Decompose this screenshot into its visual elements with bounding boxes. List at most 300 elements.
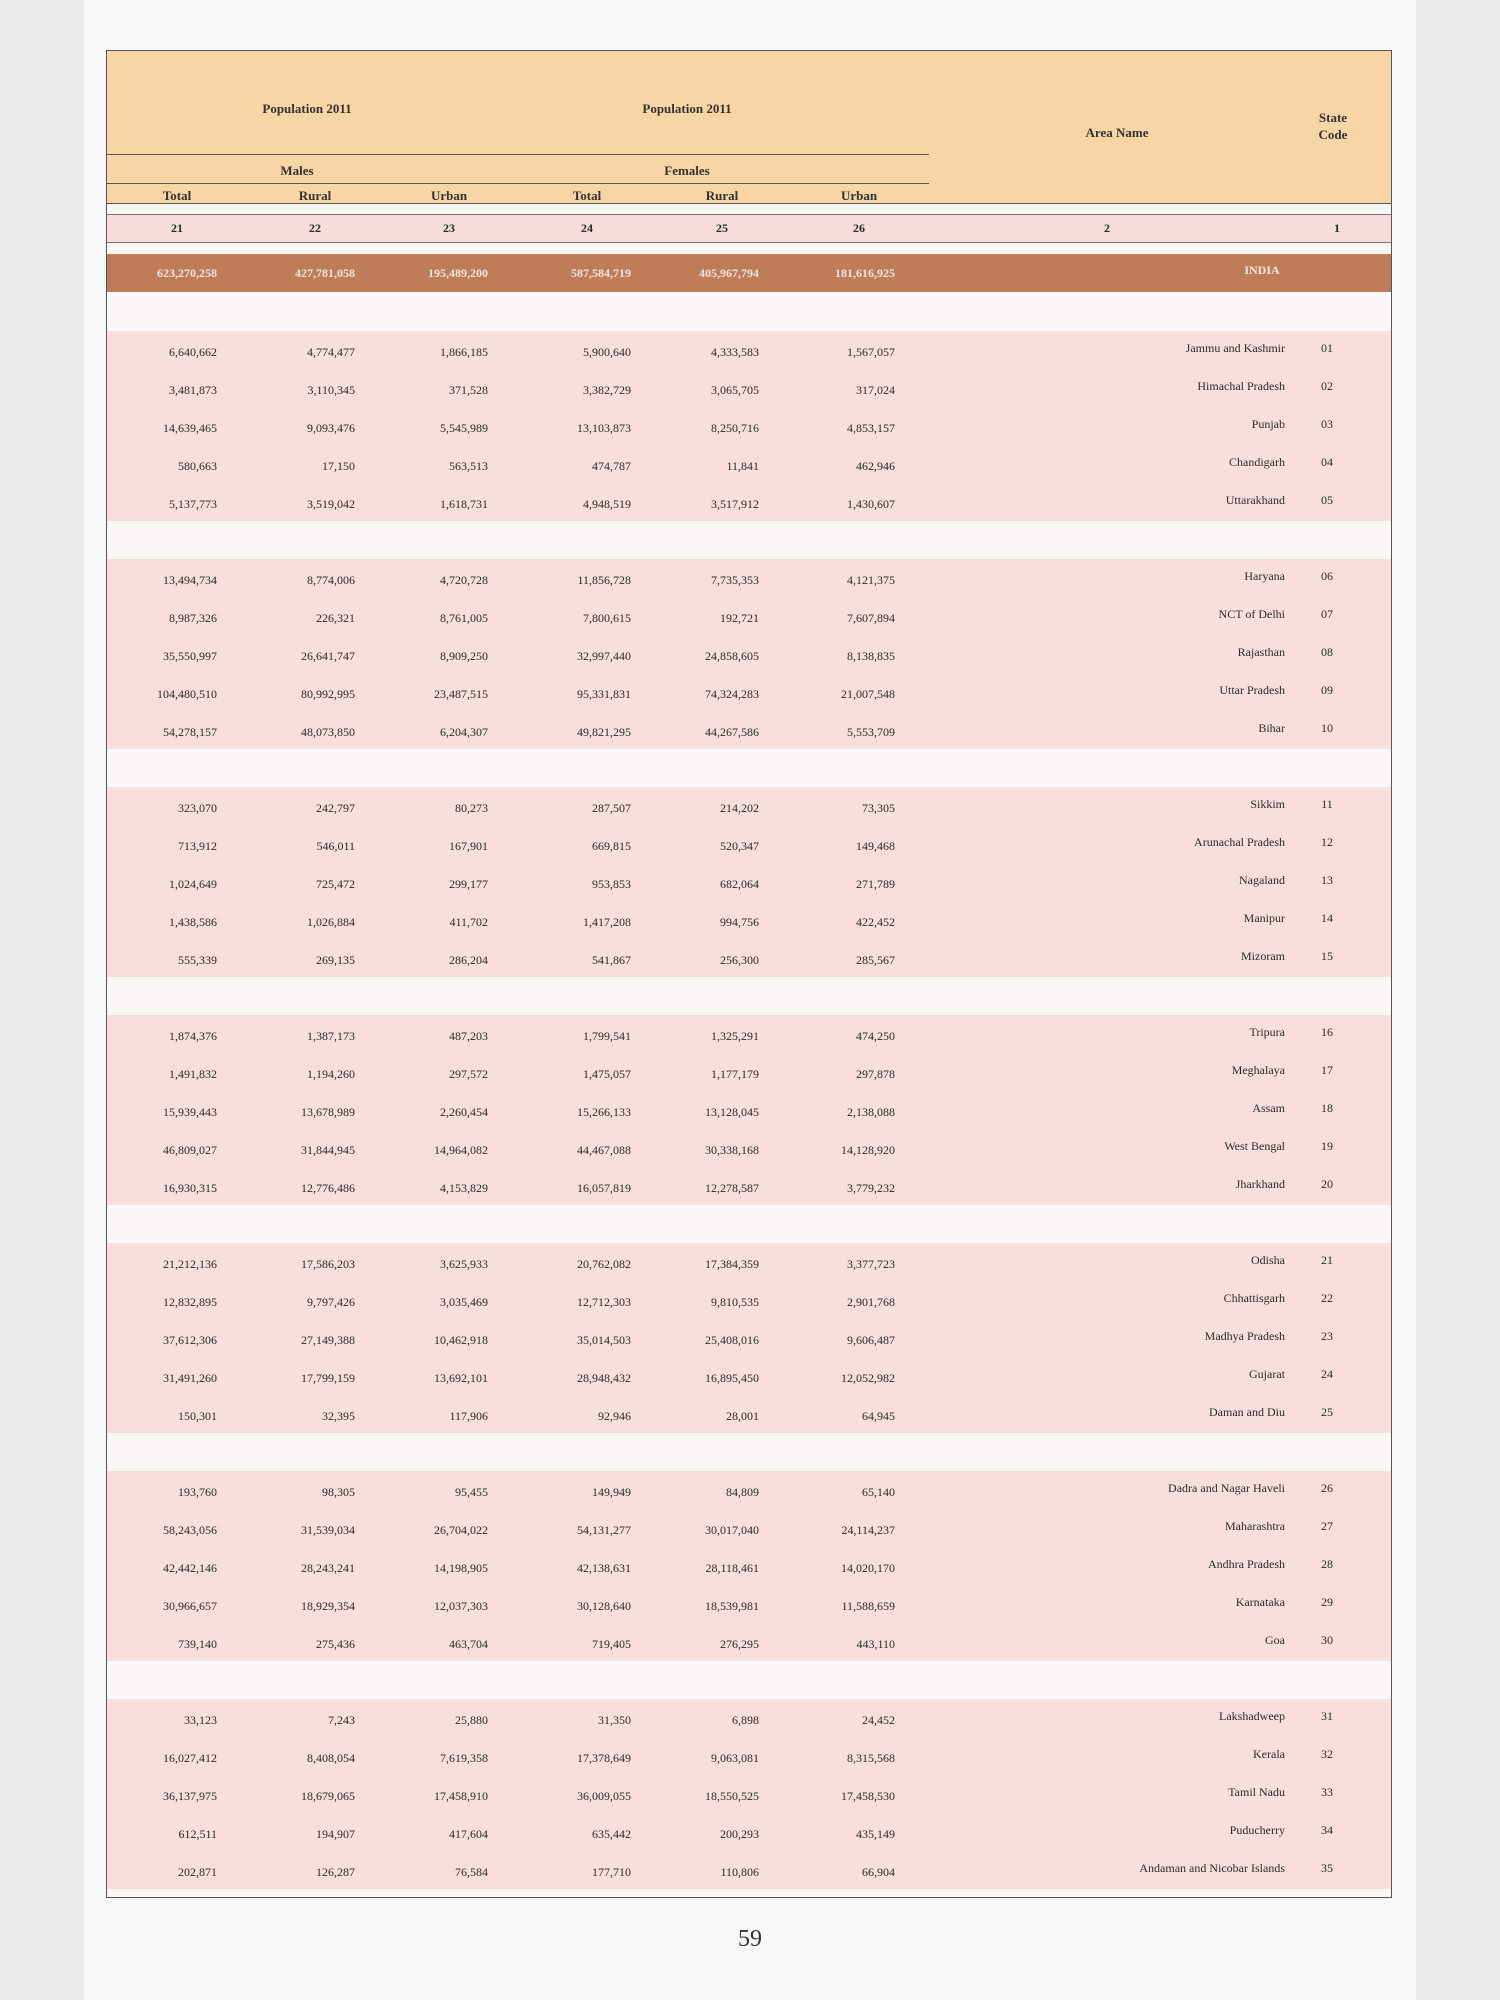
cell-state-code: 15 [1321,949,1333,963]
cell-rural-females: 30,338,168 [705,1143,759,1157]
cell-area-name: Daman and Diu [1209,1405,1285,1419]
cell-urban-females: 297,878 [856,1067,895,1081]
cell-total-females: 20,762,082 [577,1257,631,1271]
cell-rural-females: 30,017,040 [705,1523,759,1537]
cell-state-code: 06 [1321,569,1333,583]
table-row [107,603,1391,633]
cell-rural-females: 520,347 [720,839,759,853]
cell-urban-males: 76,584 [455,1865,488,1879]
cell-urban-males: 25,880 [455,1713,488,1727]
cell-total-males: 21,212,136 [163,1257,217,1271]
table-row [107,831,1391,861]
cell-state-code: 17 [1321,1063,1333,1077]
cell-state-code: 33 [1321,1785,1333,1799]
cell-urban-females: 2,138,088 [847,1105,895,1119]
cell-state-code: 30 [1321,1633,1333,1647]
cell-area-name: Andhra Pradesh [1208,1557,1285,1571]
cell-total-males: 3,481,873 [169,383,217,397]
cell-state-code: 28 [1321,1557,1333,1571]
cell-urban-males: 1,618,731 [440,497,488,511]
cell-rural-females: 9,810,535 [711,1295,759,1309]
india-total-row [107,254,1391,292]
page-number: 59 [738,1926,762,1952]
table-row [107,1553,1391,1583]
cell-area-name: Gujarat [1249,1367,1285,1381]
india-label: INDIA [1244,263,1280,277]
column-number: 22 [309,221,321,235]
column-number: 23 [443,221,455,235]
cell-rural-females: 8,250,716 [711,421,759,435]
table-row [107,679,1391,709]
cell-total-females: 177,710 [592,1865,631,1879]
cell-rural-males: 126,287 [316,1865,355,1879]
table-row [107,1173,1391,1203]
table-header [107,51,1391,204]
cell-state-code: 07 [1321,607,1333,621]
india-urban-males: 195,489,200 [428,266,488,280]
cell-total-males: 104,480,510 [157,687,217,701]
cell-urban-females: 17,458,530 [841,1789,895,1803]
cell-total-males: 1,438,586 [169,915,217,929]
cell-total-males: 1,874,376 [169,1029,217,1043]
cell-total-females: 149,949 [592,1485,631,1499]
cell-rural-males: 8,408,054 [307,1751,355,1765]
cell-rural-females: 214,202 [720,801,759,815]
cell-rural-males: 18,929,354 [301,1599,355,1613]
cell-total-females: 1,475,057 [583,1067,631,1081]
cell-rural-females: 3,517,912 [711,497,759,511]
table-row [107,1819,1391,1849]
cell-rural-females: 682,064 [720,877,759,891]
cell-urban-females: 4,853,157 [847,421,895,435]
cell-total-males: 36,137,975 [163,1789,217,1803]
header-population-females: Population 2011 [642,101,732,116]
cell-urban-females: 2,901,768 [847,1295,895,1309]
cell-total-males: 202,871 [178,1865,217,1879]
cell-rural-females: 11,841 [726,459,759,473]
cell-rural-females: 276,295 [720,1637,759,1651]
cell-total-males: 739,140 [178,1637,217,1651]
cell-rural-males: 80,992,995 [301,687,355,701]
cell-total-females: 49,821,295 [577,725,631,739]
column-number: 26 [853,221,865,235]
cell-rural-males: 7,243 [328,1713,355,1727]
cell-area-name: Manipur [1243,911,1285,925]
cell-area-name: Goa [1265,1633,1285,1647]
cell-state-code: 26 [1321,1481,1333,1495]
cell-total-males: 14,639,465 [163,421,217,435]
table-row [107,793,1391,823]
cell-rural-males: 26,641,747 [301,649,355,663]
table-row [107,1515,1391,1545]
cell-urban-females: 474,250 [856,1029,895,1043]
cell-total-males: 16,930,315 [163,1181,217,1195]
cell-rural-males: 275,436 [316,1637,355,1651]
cell-total-females: 474,787 [592,459,631,473]
cell-rural-females: 192,721 [720,611,759,625]
cell-rural-males: 9,797,426 [307,1295,355,1309]
cell-state-code: 10 [1321,721,1333,735]
cell-rural-females: 7,735,353 [711,573,759,587]
table-row [107,1591,1391,1621]
cell-total-males: 42,442,146 [163,1561,217,1575]
cell-urban-males: 4,153,829 [440,1181,488,1195]
cell-urban-females: 65,140 [862,1485,895,1499]
cell-urban-females: 21,007,548 [841,687,895,701]
cell-state-code: 19 [1321,1139,1333,1153]
cell-area-name: NCT of Delhi [1218,607,1285,621]
cell-area-name: Maharashtra [1225,1519,1285,1533]
cell-rural-males: 3,110,345 [307,383,355,397]
cell-total-females: 44,467,088 [577,1143,631,1157]
header-rural-females: Rural [705,188,739,203]
cell-total-males: 30,966,657 [163,1599,217,1613]
cell-state-code: 24 [1321,1367,1333,1381]
cell-total-males: 15,939,443 [163,1105,217,1119]
cell-rural-females: 24,858,605 [705,649,759,663]
cell-area-name: Assam [1252,1101,1285,1115]
cell-urban-females: 317,024 [856,383,895,397]
cell-rural-males: 13,678,989 [301,1105,355,1119]
cell-total-males: 580,663 [178,459,217,473]
cell-rural-males: 17,586,203 [301,1257,355,1271]
cell-area-name: Chhattisgarh [1223,1291,1285,1305]
cell-rural-females: 44,267,586 [705,725,759,739]
cell-rural-females: 84,809 [726,1485,759,1499]
cell-urban-females: 14,020,170 [841,1561,895,1575]
cell-rural-females: 16,895,450 [705,1371,759,1385]
cell-total-males: 35,550,997 [163,649,217,663]
cell-urban-males: 13,692,101 [434,1371,488,1385]
table-row [107,907,1391,937]
cell-total-females: 669,815 [592,839,631,853]
cell-state-code: 23 [1321,1329,1333,1343]
table-row [107,1097,1391,1127]
cell-total-females: 54,131,277 [577,1523,631,1537]
header-total-males: Total [162,188,192,203]
cell-rural-males: 4,774,477 [307,345,355,359]
cell-urban-males: 371,528 [449,383,488,397]
cell-urban-females: 24,452 [862,1713,895,1727]
cell-urban-males: 286,204 [449,953,488,967]
cell-urban-females: 4,121,375 [847,573,895,587]
cell-urban-males: 14,198,905 [434,1561,488,1575]
cell-rural-females: 9,063,081 [711,1751,759,1765]
india-total: 623,270,258 [157,266,217,280]
cell-state-code: 12 [1321,835,1333,849]
table-row [107,413,1391,443]
column-number: 24 [581,221,593,235]
cell-urban-males: 95,455 [455,1485,488,1499]
cell-urban-males: 80,273 [455,801,488,815]
table-row [107,1477,1391,1507]
cell-state-code: 35 [1321,1861,1333,1875]
cell-area-name: Himachal Pradesh [1197,379,1285,393]
cell-area-name: Punjab [1251,417,1285,431]
cell-urban-males: 3,035,469 [440,1295,488,1309]
cell-urban-females: 149,468 [856,839,895,853]
india-total-females: 587,584,719 [571,266,631,280]
cell-total-females: 31,350 [598,1713,631,1727]
cell-urban-males: 6,204,307 [440,725,488,739]
cell-area-name: Tamil Nadu [1228,1785,1285,1799]
cell-urban-females: 66,904 [862,1865,895,1879]
cell-urban-females: 7,607,894 [847,611,895,625]
table-row [107,717,1391,747]
table-row [107,337,1391,367]
cell-total-females: 5,900,640 [583,345,631,359]
column-number: 2 [1104,221,1110,235]
cell-area-name: Jammu and Kashmir [1185,341,1285,355]
cell-urban-males: 3,625,933 [440,1257,488,1271]
table-row [107,1325,1391,1355]
cell-total-females: 28,948,432 [577,1371,631,1385]
cell-urban-males: 2,260,454 [440,1105,488,1119]
cell-total-females: 635,442 [592,1827,631,1841]
cell-rural-females: 6,898 [732,1713,759,1727]
cell-rural-females: 18,550,525 [705,1789,759,1803]
population-table [106,50,1392,1898]
cell-total-females: 3,382,729 [583,383,631,397]
cell-state-code: 20 [1321,1177,1333,1191]
cell-urban-females: 443,110 [856,1637,895,1651]
cell-area-name: Tripura [1249,1025,1285,1039]
cell-total-females: 287,507 [592,801,631,815]
cell-total-females: 12,712,303 [577,1295,631,1309]
cell-rural-females: 3,065,705 [711,383,759,397]
cell-state-code: 01 [1321,341,1333,355]
table-row [107,1249,1391,1279]
cell-urban-females: 435,149 [856,1827,895,1841]
cell-total-males: 33,123 [184,1713,217,1727]
cell-urban-females: 5,553,709 [847,725,895,739]
india-urban-females: 181,616,925 [835,266,895,280]
header-urban-males: Urban [430,188,468,203]
cell-area-name: Andaman and Nicobar Islands [1139,1861,1285,1875]
table-row [107,1021,1391,1051]
cell-total-males: 54,278,157 [163,725,217,739]
cell-rural-males: 31,539,034 [301,1523,355,1537]
cell-rural-females: 4,333,583 [711,345,759,359]
cell-total-males: 555,339 [178,953,217,967]
cell-urban-females: 1,567,057 [847,345,895,359]
cell-urban-males: 7,619,358 [440,1751,488,1765]
cell-total-females: 16,057,819 [577,1181,631,1195]
table-row [107,1781,1391,1811]
cell-urban-females: 1,430,607 [847,497,895,511]
header-state-code: State Code [1318,110,1348,142]
table-row [107,1857,1391,1887]
cell-rural-males: 17,150 [322,459,355,473]
cell-total-males: 1,024,649 [169,877,217,891]
cell-total-males: 612,511 [178,1827,217,1841]
cell-urban-females: 422,452 [856,915,895,929]
cell-area-name: Karnataka [1235,1595,1285,1609]
cell-total-females: 35,014,503 [577,1333,631,1347]
cell-urban-males: 14,964,082 [434,1143,488,1157]
cell-urban-females: 12,052,982 [841,1371,895,1385]
table-row [107,489,1391,519]
cell-urban-females: 24,114,237 [841,1523,895,1537]
cell-rural-females: 1,177,179 [711,1067,759,1081]
cell-area-name: Odisha [1251,1253,1285,1267]
header-males: Males [280,163,314,178]
header-rural-males: Rural [298,188,332,203]
cell-area-name: Kerala [1253,1747,1285,1761]
cell-area-name: Puducherry [1229,1823,1285,1837]
cell-rural-females: 17,384,359 [705,1257,759,1271]
cell-urban-females: 271,789 [856,877,895,891]
cell-urban-females: 11,588,659 [841,1599,895,1613]
cell-state-code: 21 [1321,1253,1333,1267]
cell-total-males: 193,760 [178,1485,217,1499]
cell-rural-females: 994,756 [720,915,759,929]
table-row [107,375,1391,405]
cell-total-females: 17,378,649 [577,1751,631,1765]
cell-urban-females: 462,946 [856,459,895,473]
cell-urban-males: 167,901 [449,839,488,853]
cell-state-code: 29 [1321,1595,1333,1609]
cell-urban-males: 563,513 [449,459,488,473]
cell-rural-males: 28,243,241 [301,1561,355,1575]
cell-state-code: 13 [1321,873,1333,887]
cell-rural-males: 27,149,388 [301,1333,355,1347]
cell-total-males: 16,027,412 [163,1751,217,1765]
table-row [107,1743,1391,1773]
cell-urban-males: 8,761,005 [440,611,488,625]
cell-total-males: 323,070 [178,801,217,815]
cell-rural-males: 226,321 [316,611,355,625]
header-females: Females [664,163,710,178]
cell-area-name: Arunachal Pradesh [1194,835,1285,849]
cell-urban-males: 297,572 [449,1067,488,1081]
cell-urban-males: 26,704,022 [434,1523,488,1537]
column-number: 1 [1334,221,1340,235]
cell-state-code: 02 [1321,379,1333,393]
cell-urban-males: 5,545,989 [440,421,488,435]
cell-state-code: 18 [1321,1101,1333,1115]
cell-rural-females: 18,539,981 [705,1599,759,1613]
cell-rural-females: 74,324,283 [705,687,759,701]
cell-rural-males: 546,011 [316,839,355,853]
cell-area-name: Rajasthan [1237,645,1285,659]
cell-total-males: 6,640,662 [169,345,217,359]
cell-urban-females: 64,945 [862,1409,895,1423]
cell-area-name: Uttar Pradesh [1219,683,1285,697]
cell-total-males: 12,832,895 [163,1295,217,1309]
cell-rural-males: 98,305 [322,1485,355,1499]
cell-state-code: 22 [1321,1291,1333,1305]
cell-rural-males: 1,026,884 [307,915,355,929]
cell-rural-males: 725,472 [316,877,355,891]
cell-urban-females: 8,138,835 [847,649,895,663]
cell-total-females: 15,266,133 [577,1105,631,1119]
table-row [107,1135,1391,1165]
table-row [107,641,1391,671]
cell-rural-females: 28,001 [726,1409,759,1423]
cell-rural-males: 48,073,850 [301,725,355,739]
cell-area-name: Jharkhand [1235,1177,1285,1191]
cell-urban-females: 8,315,568 [847,1751,895,1765]
table-row [107,945,1391,975]
cell-state-code: 32 [1321,1747,1333,1761]
table-row [107,1629,1391,1659]
cell-rural-males: 12,776,486 [301,1181,355,1195]
header-total-females: Total [572,188,602,203]
cell-urban-females: 73,305 [862,801,895,815]
cell-area-name: Nagaland [1239,873,1285,887]
cell-state-code: 16 [1321,1025,1333,1039]
table-row [107,565,1391,595]
cell-state-code: 34 [1321,1823,1333,1837]
cell-rural-females: 28,118,461 [705,1561,759,1575]
cell-urban-males: 8,909,250 [440,649,488,663]
cell-total-females: 13,103,873 [577,421,631,435]
cell-total-females: 7,800,615 [583,611,631,625]
cell-total-males: 31,491,260 [163,1371,217,1385]
cell-total-females: 30,128,640 [577,1599,631,1613]
cell-state-code: 04 [1321,455,1333,469]
cell-total-females: 32,997,440 [577,649,631,663]
header-area-name: Area Name [1085,125,1149,140]
cell-urban-females: 3,779,232 [847,1181,895,1195]
column-number: 25 [716,221,728,235]
cell-urban-males: 10,462,918 [434,1333,488,1347]
cell-urban-males: 12,037,303 [434,1599,488,1613]
cell-total-males: 46,809,027 [163,1143,217,1157]
cell-rural-males: 8,774,006 [307,573,355,587]
cell-rural-males: 1,194,260 [307,1067,355,1081]
cell-total-males: 1,491,832 [169,1067,217,1081]
cell-total-males: 13,494,734 [163,573,217,587]
cell-urban-males: 117,906 [449,1409,488,1423]
cell-state-code: 14 [1321,911,1333,925]
cell-rural-males: 18,679,065 [301,1789,355,1803]
cell-total-females: 4,948,519 [583,497,631,511]
header-divider [107,183,929,184]
cell-rural-females: 256,300 [720,953,759,967]
cell-state-code: 03 [1321,417,1333,431]
cell-urban-males: 417,604 [449,1827,488,1841]
cell-state-code: 05 [1321,493,1333,507]
india-rural-males: 427,781,058 [295,266,355,280]
cell-rural-females: 110,806 [720,1865,759,1879]
table-row [107,1363,1391,1393]
cell-total-males: 8,987,326 [169,611,217,625]
cell-area-name: Sikkim [1250,797,1285,811]
cell-total-females: 11,856,728 [577,573,631,587]
cell-total-males: 150,301 [178,1409,217,1423]
table-row [107,1401,1391,1431]
cell-area-name: Chandigarh [1229,455,1285,469]
cell-rural-males: 269,135 [316,953,355,967]
cell-rural-females: 13,128,045 [705,1105,759,1119]
cell-urban-females: 3,377,723 [847,1257,895,1271]
cell-total-females: 541,867 [592,953,631,967]
table-row [107,1287,1391,1317]
cell-urban-females: 285,567 [856,953,895,967]
cell-rural-males: 17,799,159 [301,1371,355,1385]
cell-area-name: Meghalaya [1231,1063,1285,1077]
cell-urban-males: 17,458,910 [434,1789,488,1803]
cell-urban-males: 299,177 [449,877,488,891]
cell-state-code: 27 [1321,1519,1333,1533]
cell-area-name: Lakshadweep [1219,1709,1285,1723]
cell-total-males: 713,912 [178,839,217,853]
cell-urban-males: 463,704 [449,1637,488,1651]
table-row [107,1705,1391,1735]
cell-rural-females: 1,325,291 [711,1029,759,1043]
